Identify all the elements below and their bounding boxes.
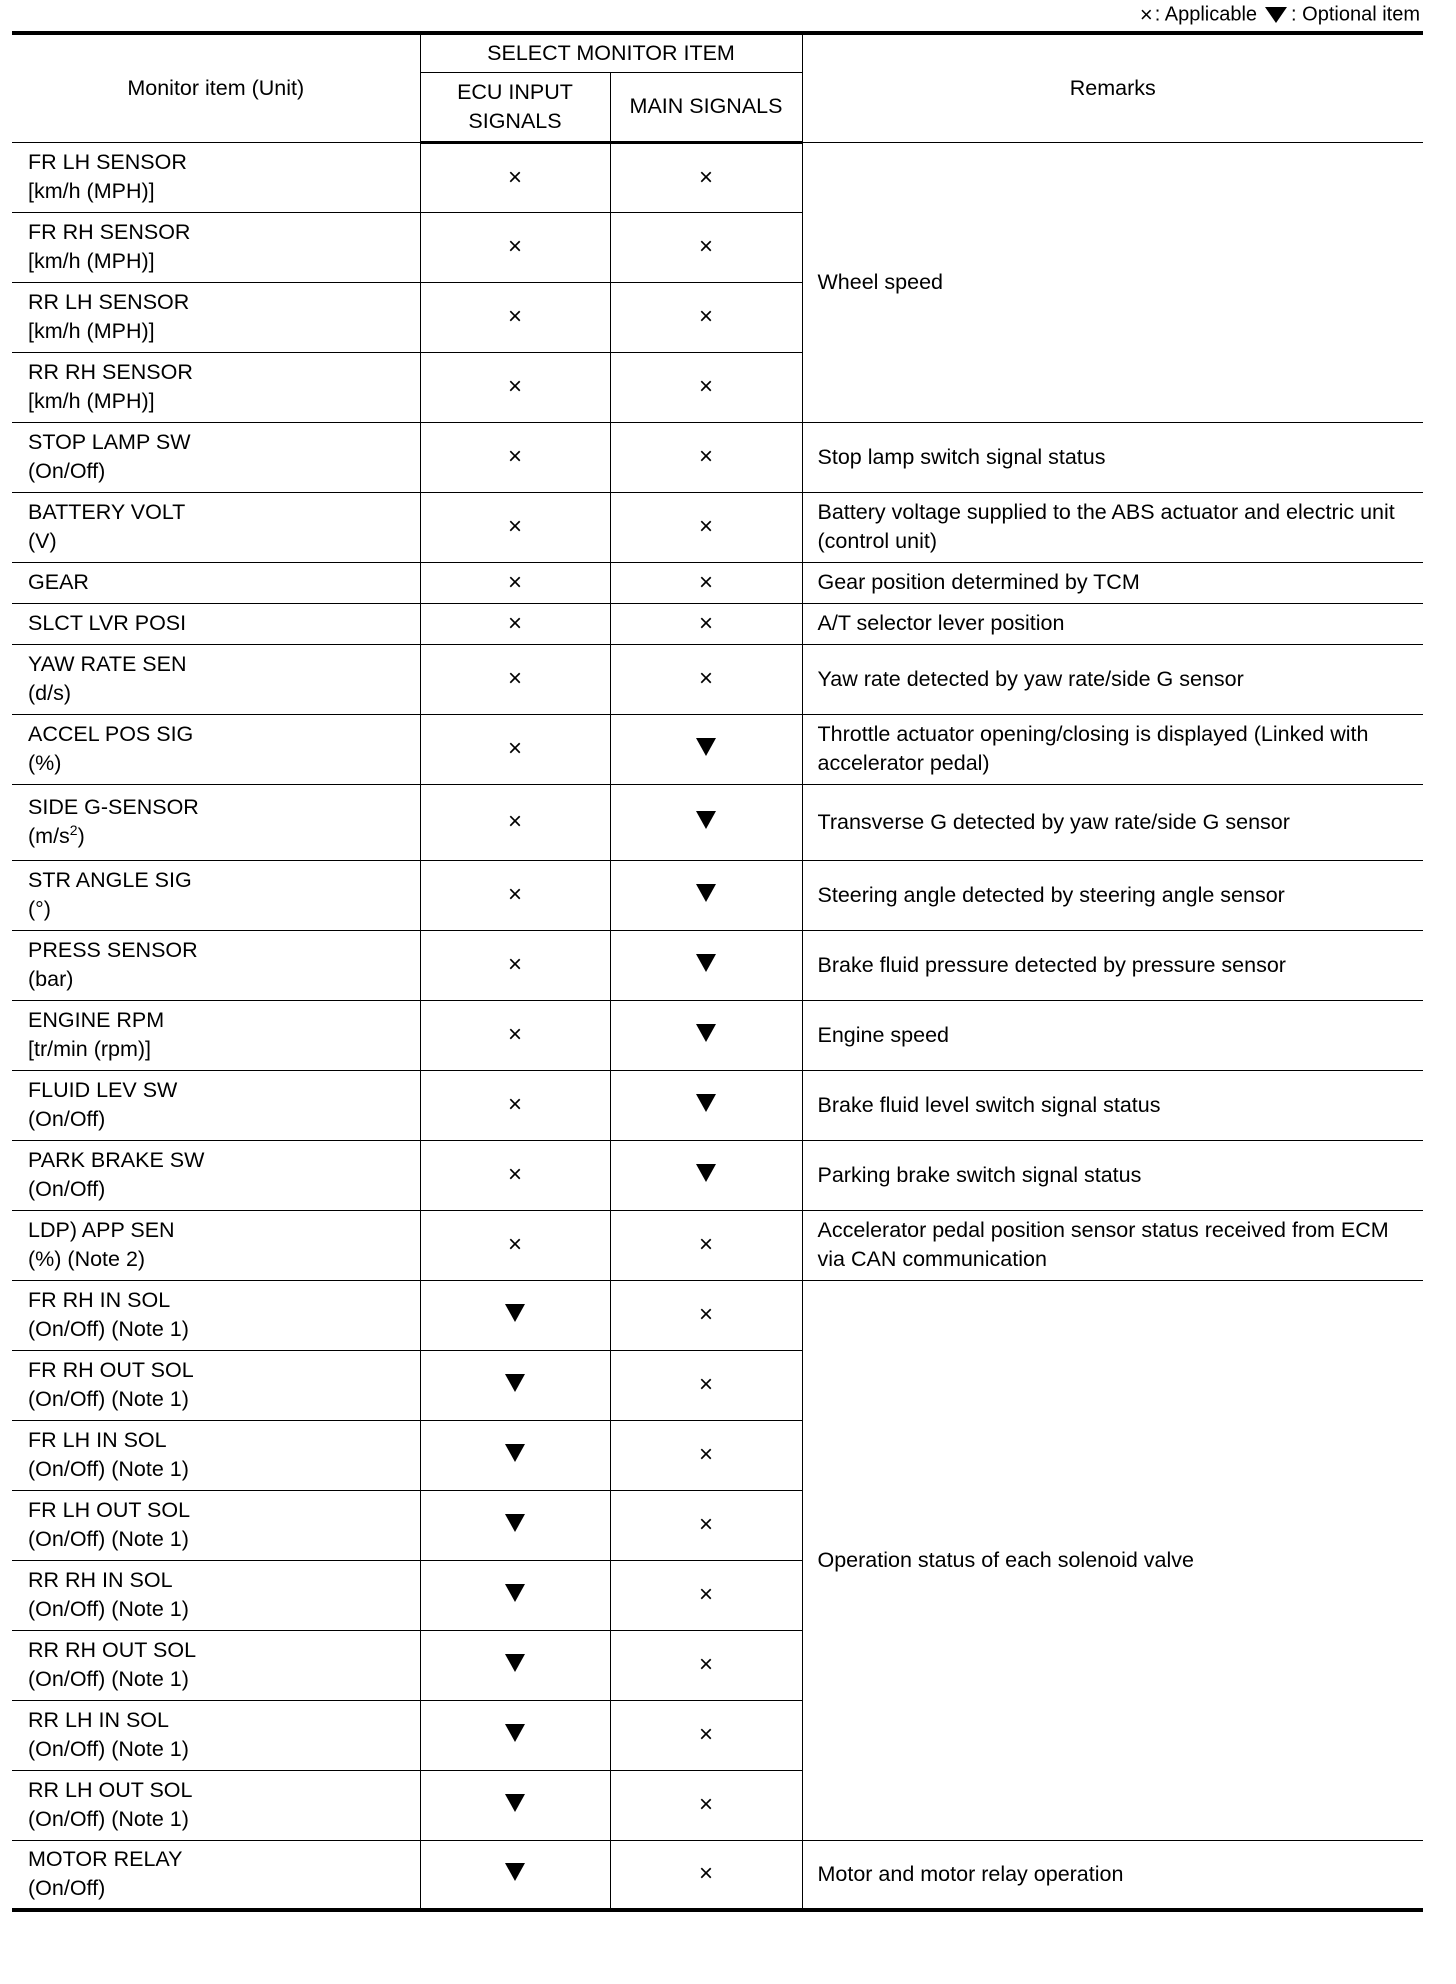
main-signals-mark-cell — [610, 1840, 802, 1910]
remarks-cell: Yaw rate detected by yaw rate/side G sensor — [802, 644, 1423, 714]
table-row — [12, 492, 1423, 562]
remarks-cell: Accelerator pedal position sensor status received from ECM via CAN communication — [802, 1210, 1423, 1280]
monitor-item-unit: [km/h (MPH)] — [28, 389, 155, 413]
main-signals-mark-cell — [610, 212, 802, 282]
ecu-input-mark-cell — [420, 282, 610, 352]
table-row — [12, 930, 1423, 1000]
applicable-mark: × — [698, 1721, 713, 1748]
ecu-input-mark-cell — [420, 1140, 610, 1210]
monitor-item-cell — [12, 1280, 420, 1350]
monitor-item-unit: (d/s) — [28, 681, 71, 705]
table-row — [12, 422, 1423, 492]
monitor-item-name: PARK BRAKE SW — [28, 1148, 205, 1172]
header-remarks: Remarks — [802, 33, 1423, 142]
optional-triangle-icon — [696, 1024, 716, 1042]
remarks-cell: Battery voltage supplied to the ABS actuator and electric unit (control unit) — [802, 492, 1423, 562]
monitor-item-unit: (On/Off) (Note 1) — [28, 1527, 189, 1551]
main-signals-mark-cell — [610, 1560, 802, 1630]
header-select-monitor-item: SELECT MONITOR ITEM — [420, 33, 802, 72]
monitor-item-name: STOP LAMP SW — [28, 430, 191, 454]
ecu-input-mark-cell — [420, 1000, 610, 1070]
applicable-mark: × — [698, 233, 713, 260]
applicable-mark: × — [698, 1371, 713, 1398]
monitor-item-unit: [tr/min (rpm)] — [28, 1037, 152, 1061]
monitor-item-cell — [12, 1420, 420, 1490]
applicable-mark: × — [698, 443, 713, 470]
ecu-input-mark-cell — [420, 714, 610, 784]
main-signals-mark-cell — [610, 1770, 802, 1840]
ecu-input-mark-cell — [420, 422, 610, 492]
monitor-item-cell — [12, 603, 420, 644]
monitor-item-cell — [12, 1840, 420, 1910]
monitor-item-unit: (%) (Note 2) — [28, 1247, 146, 1271]
optional-triangle-icon — [696, 954, 716, 972]
unit-prefix: (m/s — [28, 824, 70, 848]
ecu-input-mark-cell — [420, 784, 610, 860]
header-main-signals: MAIN SIGNALS — [610, 72, 802, 142]
ecu-input-mark-cell — [420, 860, 610, 930]
monitor-item-name: BATTERY VOLT — [28, 500, 186, 524]
monitor-item-unit: (On/Off) — [28, 459, 106, 483]
optional-triangle-icon — [505, 1514, 525, 1532]
monitor-item-name: RR LH OUT SOL — [28, 1778, 193, 1802]
monitor-item-name: RR RH IN SOL — [28, 1568, 173, 1592]
remarks-cell: Transverse G detected by yaw rate/side G sensor — [802, 784, 1423, 860]
main-signals-mark-cell — [610, 1490, 802, 1560]
monitor-item-cell — [12, 714, 420, 784]
table-row — [12, 714, 1423, 784]
remarks-cell: Parking brake switch signal status — [802, 1140, 1423, 1210]
applicable-mark: × — [698, 1651, 713, 1678]
optional-triangle-icon — [696, 738, 716, 756]
monitor-item-name: YAW RATE SEN — [28, 652, 187, 676]
applicable-mark: × — [507, 665, 522, 692]
monitor-item-cell — [12, 1490, 420, 1560]
applicable-mark: × — [698, 1301, 713, 1328]
monitor-item-unit: (On/Off) (Note 1) — [28, 1457, 189, 1481]
unit-superscript: 2 — [69, 821, 78, 838]
ecu-input-mark-cell — [420, 1490, 610, 1560]
applicable-mark: × — [698, 163, 713, 191]
monitor-item-unit: [km/h (MPH)] — [28, 319, 155, 343]
monitor-item-cell — [12, 1560, 420, 1630]
monitor-item-unit: [km/h (MPH)] — [28, 249, 155, 273]
main-signals-mark-cell — [610, 930, 802, 1000]
ecu-input-mark-cell — [420, 492, 610, 562]
optional-triangle-icon — [505, 1724, 525, 1742]
main-signals-mark-cell — [610, 492, 802, 562]
table-row — [12, 603, 1423, 644]
monitor-item-name: FR LH OUT SOL — [28, 1498, 191, 1522]
ecu-input-mark-cell — [420, 352, 610, 422]
monitor-item-unit: (On/Off) (Note 1) — [28, 1317, 189, 1341]
monitor-item-name: STR ANGLE SIG — [28, 868, 192, 892]
monitor-item-cell — [12, 784, 420, 860]
applicable-mark: × — [507, 233, 522, 260]
applicable-mark: × — [698, 609, 713, 637]
ecu-input-mark-cell — [420, 1350, 610, 1420]
applicable-mark: × — [698, 1231, 713, 1258]
main-signals-mark-cell — [610, 1210, 802, 1280]
monitor-item-unit: (bar) — [28, 967, 74, 991]
monitor-item-cell — [12, 352, 420, 422]
ecu-input-mark-cell — [420, 1210, 610, 1280]
legend-optional: : Optional item — [1291, 3, 1420, 26]
table-row — [12, 1280, 1423, 1350]
applicable-mark: × — [507, 1231, 522, 1258]
applicable-mark: × — [507, 951, 522, 978]
remarks-cell: Stop lamp switch signal status — [802, 422, 1423, 492]
ecu-input-mark-cell — [420, 1070, 610, 1140]
table-row — [12, 1070, 1423, 1140]
applicable-mark: × — [698, 1581, 713, 1608]
ecu-input-mark-cell — [420, 644, 610, 714]
monitor-item-unit: [km/h (MPH)] — [28, 179, 155, 203]
optional-triangle-icon — [505, 1794, 525, 1812]
main-signals-mark-cell — [610, 1070, 802, 1140]
applicable-mark: × — [698, 1441, 713, 1468]
remarks-cell: Brake fluid level switch signal status — [802, 1070, 1423, 1140]
optional-triangle-icon — [1265, 7, 1287, 23]
table-row — [12, 644, 1423, 714]
monitor-item-cell — [12, 1210, 420, 1280]
monitor-item-cell — [12, 1140, 420, 1210]
optional-triangle-icon — [696, 1094, 716, 1112]
optional-triangle-icon — [696, 811, 716, 829]
header-ecu-input-signals: ECU INPUT SIGNALS — [420, 72, 610, 142]
main-signals-mark-cell — [610, 422, 802, 492]
main-signals-mark-cell — [610, 784, 802, 860]
monitor-item-cell — [12, 1070, 420, 1140]
main-signals-mark-cell — [610, 1140, 802, 1210]
monitor-item-name: ACCEL POS SIG — [28, 722, 194, 746]
legend-applicable: : Applicable — [1154, 3, 1258, 26]
main-signals-mark-cell — [610, 1420, 802, 1490]
applicable-mark: × — [698, 1860, 713, 1888]
applicable-mark: × — [507, 443, 522, 470]
monitor-item-cell — [12, 562, 420, 603]
main-signals-mark-cell — [610, 352, 802, 422]
monitor-item-name: PRESS SENSOR — [28, 938, 198, 962]
remarks-cell: Motor and motor relay operation — [802, 1840, 1423, 1910]
main-signals-mark-cell — [610, 603, 802, 644]
table-row — [12, 562, 1423, 603]
applicable-mark: × — [698, 1511, 713, 1538]
monitor-item-cell — [12, 1700, 420, 1770]
ecu-input-mark-cell — [420, 1770, 610, 1840]
legend — [1140, 0, 1420, 29]
monitor-item-name: SIDE G-SENSOR — [28, 795, 199, 819]
applicable-mark: × — [507, 1161, 522, 1188]
table-row — [12, 1140, 1423, 1210]
remarks-cell: Engine speed — [802, 1000, 1423, 1070]
monitor-item-unit: (On/Off) (Note 1) — [28, 1387, 189, 1411]
monitor-item-cell — [12, 282, 420, 352]
monitor-item-unit: (On/Off) — [28, 1876, 106, 1901]
ecu-input-mark-cell — [420, 930, 610, 1000]
ecu-input-mark-cell — [420, 1700, 610, 1770]
applicable-mark: × — [698, 513, 713, 540]
monitor-item-cell — [12, 422, 420, 492]
table-row — [12, 1210, 1423, 1280]
monitor-item-cell — [12, 644, 420, 714]
main-signals-mark-cell — [610, 1630, 802, 1700]
monitor-item-cell — [12, 1000, 420, 1070]
main-signals-mark-cell — [610, 714, 802, 784]
applicable-mark: × — [507, 513, 522, 540]
applicable-mark: × — [698, 665, 713, 692]
monitor-item-name: RR LH IN SOL — [28, 1708, 169, 1732]
monitor-item-cell — [12, 860, 420, 930]
optional-triangle-icon — [505, 1584, 525, 1602]
table-row — [12, 1840, 1423, 1910]
monitor-item-cell — [12, 930, 420, 1000]
monitor-item-name: FR RH SENSOR — [28, 220, 191, 244]
optional-triangle-icon — [505, 1654, 525, 1672]
monitor-item-unit: (On/Off) (Note 1) — [28, 1667, 189, 1691]
monitor-item-name: FR RH OUT SOL — [28, 1358, 194, 1382]
monitor-item-unit: (V) — [28, 529, 57, 553]
ecu-input-mark-cell — [420, 142, 610, 212]
monitor-item-cell — [12, 492, 420, 562]
optional-triangle-icon — [696, 1164, 716, 1182]
main-signals-mark-cell — [610, 1350, 802, 1420]
main-signals-mark-cell — [610, 1700, 802, 1770]
applicable-mark: × — [507, 735, 522, 762]
monitor-item-cell — [12, 1350, 420, 1420]
main-signals-mark-cell — [610, 644, 802, 714]
monitor-item-unit — [28, 822, 420, 851]
optional-triangle-icon — [505, 1304, 525, 1322]
main-signals-mark-cell — [610, 1000, 802, 1070]
ecu-input-mark-cell — [420, 1280, 610, 1350]
table-row — [12, 784, 1423, 860]
monitor-item-cell — [12, 1770, 420, 1840]
applicable-mark: × — [507, 881, 522, 908]
remarks-cell: Steering angle detected by steering angle sensor — [802, 860, 1423, 930]
monitor-item-table — [12, 31, 1423, 1912]
applicable-mark: × — [698, 1791, 713, 1818]
applicable-mark: × — [507, 1021, 522, 1048]
monitor-item-name: RR RH SENSOR — [28, 360, 193, 384]
applicable-mark: × — [698, 373, 713, 400]
applicable-mark: × — [507, 303, 522, 330]
table-body — [12, 142, 1423, 1910]
monitor-item-cell — [12, 142, 420, 212]
monitor-item-name: FR LH IN SOL — [28, 1428, 167, 1452]
monitor-item-name: RR LH SENSOR — [28, 290, 190, 314]
monitor-item-name: GEAR — [28, 570, 89, 594]
monitor-item-unit: (%) — [28, 751, 62, 775]
remarks-cell: A/T selector lever position — [802, 603, 1423, 644]
monitor-item-name: MOTOR RELAY — [28, 1847, 183, 1872]
monitor-item-name: SLCT LVR POSI — [28, 611, 187, 635]
monitor-item-unit: (On/Off) — [28, 1107, 106, 1131]
ecu-input-mark-cell — [420, 603, 610, 644]
monitor-item-name: FLUID LEV SW — [28, 1078, 178, 1102]
applicable-mark: × — [507, 373, 522, 400]
main-signals-mark-cell — [610, 1280, 802, 1350]
optional-triangle-icon — [696, 884, 716, 902]
monitor-item-unit: (On/Off) (Note 1) — [28, 1807, 189, 1831]
monitor-item-unit: (°) — [28, 897, 51, 921]
table-row — [12, 142, 1423, 212]
ecu-input-mark-cell — [420, 562, 610, 603]
main-signals-mark-cell — [610, 142, 802, 212]
optional-triangle-icon — [505, 1374, 525, 1392]
table-row — [12, 1000, 1423, 1070]
remarks-cell: Operation status of each solenoid valve — [802, 1280, 1423, 1840]
remarks-cell: Throttle actuator opening/closing is displayed (Linked with accelerator pedal) — [802, 714, 1423, 784]
remarks-cell: Wheel speed — [802, 142, 1423, 422]
table-row — [12, 860, 1423, 930]
monitor-item-name: ENGINE RPM — [28, 1008, 165, 1032]
applicable-mark: × — [507, 609, 522, 637]
header-monitor-item: Monitor item (Unit) — [12, 33, 420, 142]
ecu-input-mark-cell — [420, 1420, 610, 1490]
remarks-cell: Gear position determined by TCM — [802, 562, 1423, 603]
main-signals-mark-cell — [610, 562, 802, 603]
optional-triangle-icon — [505, 1863, 525, 1881]
monitor-item-unit: (On/Off) (Note 1) — [28, 1597, 189, 1621]
applicable-mark: × — [698, 303, 713, 330]
applicable-mark: × — [507, 808, 522, 835]
monitor-item-name: LDP) APP SEN — [28, 1218, 175, 1242]
ecu-input-mark-cell — [420, 1560, 610, 1630]
main-signals-mark-cell — [610, 282, 802, 352]
monitor-item-unit: (On/Off) — [28, 1177, 106, 1201]
monitor-item-name: FR RH IN SOL — [28, 1288, 171, 1312]
ecu-input-mark-cell — [420, 1630, 610, 1700]
applicable-symbol: × — [1139, 1, 1153, 27]
unit-suffix: ) — [77, 824, 85, 848]
applicable-mark: × — [507, 1091, 522, 1118]
monitor-item-name: FR LH SENSOR — [28, 150, 187, 174]
ecu-input-mark-cell — [420, 1840, 610, 1910]
monitor-item-cell — [12, 212, 420, 282]
ecu-input-mark-cell — [420, 212, 610, 282]
monitor-item-unit: (On/Off) (Note 1) — [28, 1737, 189, 1761]
optional-triangle-icon — [505, 1444, 525, 1462]
applicable-mark: × — [507, 568, 522, 596]
monitor-item-cell — [12, 1630, 420, 1700]
remarks-cell: Brake fluid pressure detected by pressure sensor — [802, 930, 1423, 1000]
applicable-mark: × — [698, 568, 713, 596]
applicable-mark: × — [507, 163, 522, 191]
monitor-item-name: RR RH OUT SOL — [28, 1638, 197, 1662]
main-signals-mark-cell — [610, 860, 802, 930]
